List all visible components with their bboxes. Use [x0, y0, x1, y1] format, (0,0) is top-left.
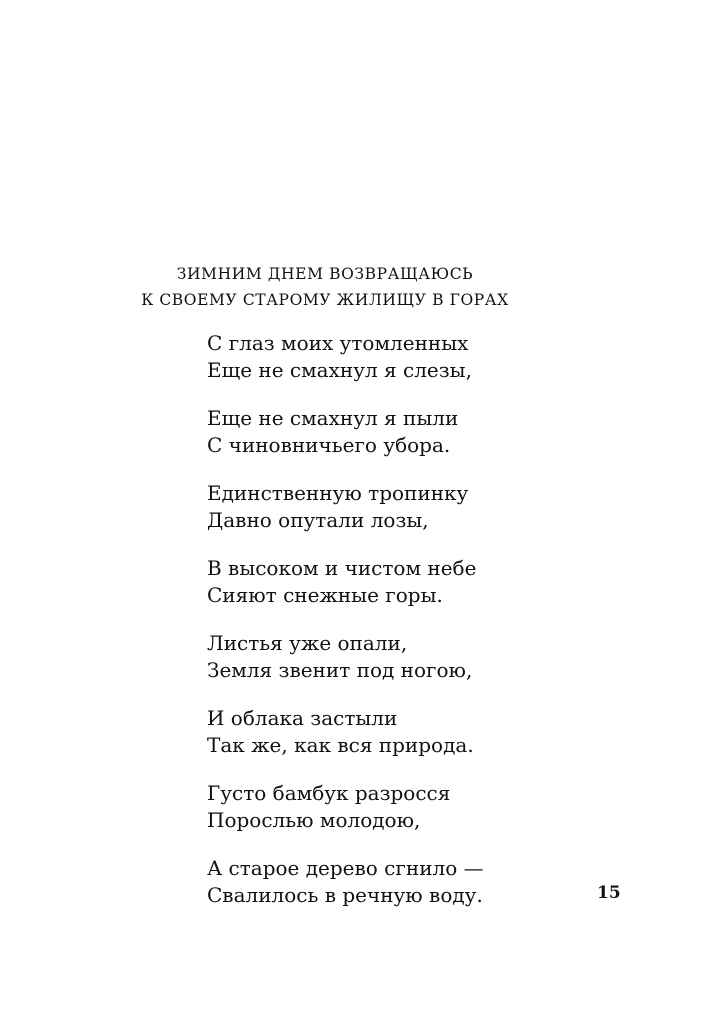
poem-line: Давно опутали лозы,: [207, 508, 429, 532]
poem-line: С глаз моих утомленных: [207, 331, 469, 355]
poem-line: С чиновничьего убора.: [207, 433, 451, 457]
stanza: [207, 555, 484, 609]
poem-line: Порослью молодою,: [207, 808, 421, 832]
poem-title-line-2: К СВОЕМУ СТАРОМУ ЖИЛИЩУ В ГОРАХ: [141, 291, 509, 309]
stanza: [207, 405, 484, 459]
poem-line: Густо бамбук разросся: [207, 781, 451, 805]
stanza: [207, 330, 484, 384]
poem-line: Свалилось в речную воду.: [207, 883, 483, 907]
poem-body: [207, 330, 484, 930]
poem-title: [0, 261, 650, 313]
stanza: [207, 480, 484, 534]
poem-title-line-1: ЗИМНИМ ДНЕМ ВОЗВРАЩАЮСЬ: [176, 265, 474, 283]
stanza: [207, 705, 484, 759]
poem-line: Сияют снежные горы.: [207, 583, 443, 607]
poem-line: Еще не смахнул я слезы,: [207, 358, 472, 382]
poem-line: Еще не смахнул я пыли: [207, 406, 459, 430]
stanza: [207, 855, 484, 909]
poem-line: Земля звенит под ногою,: [207, 658, 473, 682]
page-number: 15: [597, 883, 621, 903]
poem-line: Листья уже опали,: [207, 631, 408, 655]
poem-line: И облака застыли: [207, 706, 398, 730]
stanza: [207, 630, 484, 684]
stanza: [207, 780, 484, 834]
poem-line: В высоком и чистом небе: [207, 556, 477, 580]
poem-line: А старое дерево сгнило —: [207, 856, 484, 880]
poem-line: Единственную тропинку: [207, 481, 469, 505]
poem-line: Так же, как вся природа.: [207, 733, 474, 757]
